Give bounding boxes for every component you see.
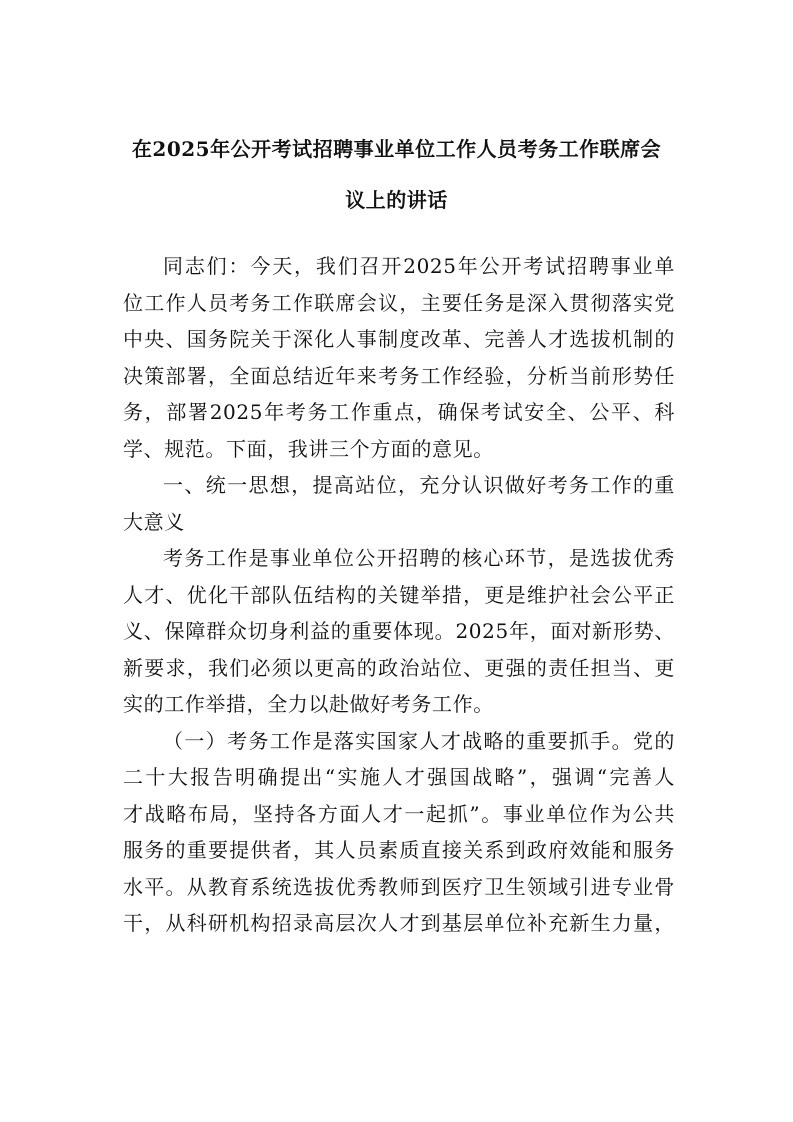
paragraph-line: 同志们：今天，我们召开2025年公开考试招聘事业单 — [163, 254, 675, 278]
paragraph-line: 干，从科研机构招录高层次人才到基层单位补充新生力量， — [123, 911, 675, 935]
paragraph-line: 学、规范。下面，我讲三个方面的意见。 — [123, 436, 494, 461]
speech-title-line-2: 议上的讲话 — [345, 188, 448, 212]
section-heading-line: 大意义 — [123, 509, 185, 534]
paragraph-line: 服务的重要提供者，其人员素质直接关系到政府效能和服务 — [123, 838, 675, 862]
paragraph-line: 中央、国务院关于深化人事制度改革、完善人才选拔机制的 — [123, 327, 675, 351]
paragraph-line: 位工作人员考务工作联席会议，主要任务是深入贯彻落实党 — [123, 290, 675, 315]
paragraph-line: 义、保障群众切身利益的重要体现。2025年，面对新形势、 — [123, 619, 675, 643]
paragraph-line: 水平。从教育系统选拔优秀教师到医疗卫生领域引进专业骨 — [123, 874, 675, 899]
speech-title-line-1: 在2025年公开考试招聘事业单位工作人员考务工作联席会 — [131, 137, 662, 161]
paragraph-line: （一）考务工作是落实国家人才战略的重要抓手。党的 — [163, 728, 675, 753]
speech-body — [123, 248, 675, 942]
paragraph-line: 人才、优化干部队伍结构的关键举措，更是维护社会公平正 — [123, 582, 675, 607]
paragraph-line: 实的工作举措，全力以赴做好考务工作。 — [123, 692, 494, 716]
paragraph-line: 考务工作是事业单位公开招聘的核心环节，是选拔优秀 — [163, 546, 675, 570]
paragraph-line: 二十大报告明确提出“实施人才强国战略”，强调“完善人 — [123, 765, 675, 789]
paragraph-line: 务，部署2025年考务工作重点，确保考试安全、公平、科 — [123, 400, 675, 424]
paragraph-line: 新要求，我们必须以更高的政治站位、更强的责任担当、更 — [123, 655, 675, 680]
section-heading-line: 一、统一思想，提高站位，充分认识做好考务工作的重 — [163, 473, 675, 497]
paragraph-line: 才战略布局，坚持各方面人才一起抓”。事业单位作为公共 — [123, 801, 675, 826]
paragraph-line: 决策部署，全面总结近年来考务工作经验，分析当前形势任 — [123, 363, 675, 388]
